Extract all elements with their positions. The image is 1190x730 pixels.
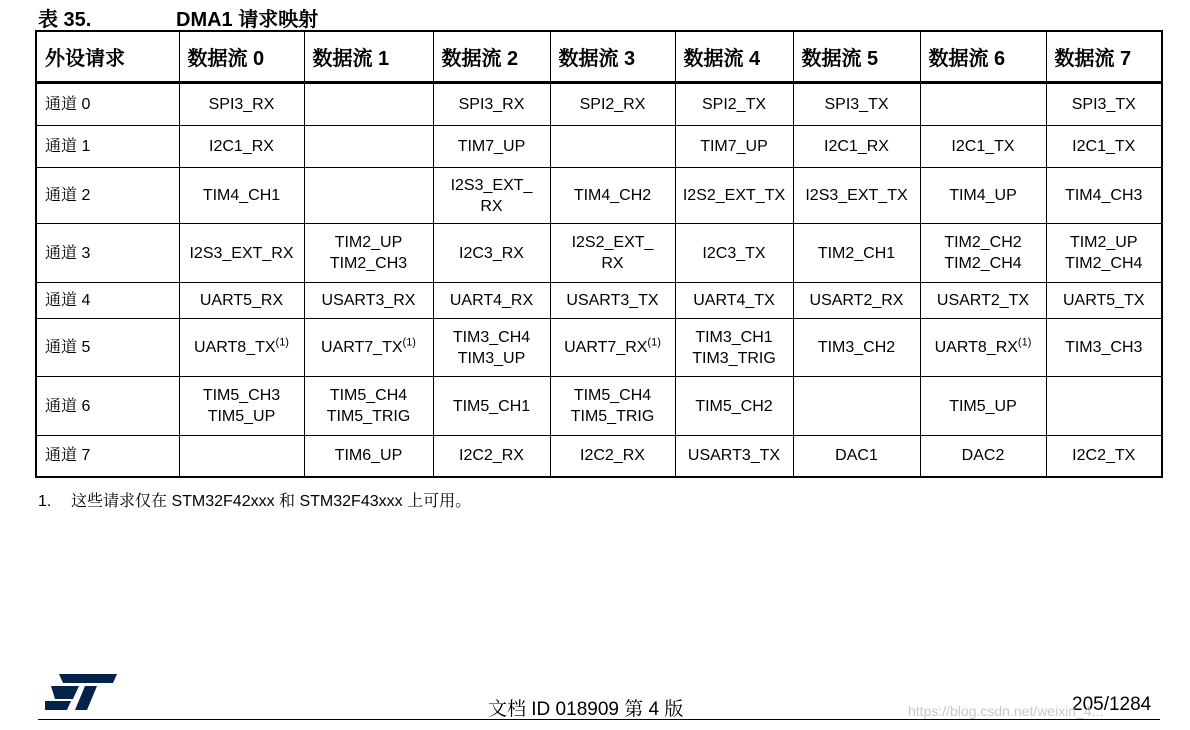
cell-line: I2S3_EXT_TX xyxy=(805,187,908,204)
cell-line: SPI3_TX xyxy=(1071,96,1136,113)
st-logo xyxy=(45,674,117,715)
table-row xyxy=(36,126,1162,168)
channel-label: 通道 1 xyxy=(36,126,179,168)
cell-line: I2S2_EXT_TX xyxy=(682,187,786,204)
cell-line: USART2_RX xyxy=(809,292,904,309)
table-row xyxy=(36,168,1162,224)
channel-label: 通道 3 xyxy=(36,224,179,283)
footnote xyxy=(38,488,471,511)
cell-line: TIM5_CH4 xyxy=(573,387,652,404)
table-cell xyxy=(675,283,793,319)
cell-line: TIM4_CH3 xyxy=(1065,187,1143,204)
footnote-marker: (1) xyxy=(275,336,289,349)
cell-line: RX xyxy=(601,255,624,272)
cell-line: TIM5_CH3 xyxy=(202,387,281,404)
header-stream-6: 数据流 6 xyxy=(920,31,1046,83)
table-cell xyxy=(550,168,675,224)
cell-line: TIM5_CH1 xyxy=(452,397,531,415)
table-cell xyxy=(1046,83,1162,126)
table-cell xyxy=(793,436,920,477)
table-cell xyxy=(675,83,793,126)
table-cell xyxy=(433,283,550,319)
footnote-text: 这些请求仅在 STM32F42xxx 和 STM32F43xxx 上可用。 xyxy=(71,493,472,510)
table-cell xyxy=(675,436,793,477)
table-cell xyxy=(675,319,793,377)
table-row xyxy=(36,283,1162,319)
cell-line: TIM5_CH2 xyxy=(695,397,773,415)
cell-line: TIM7_UP xyxy=(700,138,768,155)
table-cell xyxy=(1046,283,1162,319)
cell-line: TIM7_UP xyxy=(457,138,526,155)
cell-line: TIM6_UP xyxy=(334,447,403,465)
table-cell xyxy=(1046,126,1162,168)
table-cell xyxy=(793,319,920,377)
cell-line: TIM3_TRIG xyxy=(692,349,776,367)
table-cell xyxy=(433,126,550,168)
cell-line: SPI3_RX xyxy=(208,96,275,113)
cell-line: TIM2_CH3 xyxy=(329,255,408,272)
cell-line: I2S3_EXT_ xyxy=(450,176,533,194)
cell-line: I2S2_EXT_ xyxy=(571,234,654,251)
table-cell xyxy=(920,126,1046,168)
cell-line: UART5_TX xyxy=(1062,292,1145,309)
cell-line: UART5_RX xyxy=(199,292,284,309)
table-cell xyxy=(793,283,920,319)
table-cell xyxy=(550,283,675,319)
cell-line: TIM2_UP xyxy=(334,234,403,251)
table-cell xyxy=(920,224,1046,283)
table-cell xyxy=(550,377,675,436)
footnote-marker: (1) xyxy=(647,336,661,349)
channel-label: 通道 7 xyxy=(36,436,179,477)
cell-line: I2C3_RX xyxy=(459,244,524,262)
channel-label: 通道 2 xyxy=(36,168,179,224)
cell-line: TIM2_CH4 xyxy=(944,255,1022,272)
cell-line: I2C1_TX xyxy=(951,138,1015,155)
table-cell xyxy=(920,168,1046,224)
table-header-row xyxy=(36,31,1162,83)
table-cell xyxy=(675,126,793,168)
table-cell xyxy=(793,168,920,224)
cell-line: I2C1_RX xyxy=(824,138,889,155)
table-cell xyxy=(179,126,304,168)
cell-line: UART7_RX xyxy=(564,339,648,356)
cell-line: TIM5_UP xyxy=(949,397,1017,415)
table-cell-empty xyxy=(793,377,920,436)
table-cell-empty xyxy=(304,83,433,126)
cell-line: UART8_TX xyxy=(194,339,276,356)
cell-line: TIM3_CH4 xyxy=(452,328,531,346)
table-cell xyxy=(433,377,550,436)
table-cell xyxy=(433,436,550,477)
table-cell xyxy=(675,168,793,224)
table-cell xyxy=(920,319,1046,377)
table-cell xyxy=(920,283,1046,319)
header-stream-4: 数据流 4 xyxy=(675,31,793,83)
table-cell-empty xyxy=(304,126,433,168)
table-cell xyxy=(550,224,675,283)
header-stream-2: 数据流 2 xyxy=(433,31,550,83)
cell-line: SPI2_TX xyxy=(701,96,767,113)
header-peripheral-request: 外设请求 xyxy=(36,31,179,83)
st-logo-icon xyxy=(45,674,117,710)
table-cell xyxy=(179,283,304,319)
cell-line: TIM2_CH4 xyxy=(1065,255,1143,272)
table-cell xyxy=(1046,436,1162,477)
footnote-marker: (1) xyxy=(1017,336,1032,349)
table-cell xyxy=(920,436,1046,477)
channel-label: 通道 4 xyxy=(36,283,179,319)
footer-rule xyxy=(38,719,1160,720)
document-id: 文档 ID 018909 第 4 版 xyxy=(488,699,684,720)
cell-line: DAC2 xyxy=(961,447,1005,465)
header-stream-7: 数据流 7 xyxy=(1046,31,1162,83)
table-cell xyxy=(304,319,433,377)
cell-line: TIM4_CH1 xyxy=(202,187,281,204)
table-cell-empty xyxy=(179,436,304,477)
cell-line: UART4_RX xyxy=(449,292,534,309)
cell-line: TIM2_CH1 xyxy=(817,244,896,262)
cell-line: TIM3_UP xyxy=(457,349,526,367)
watermark: https://blog.csdn.net/weixin_4... xyxy=(908,703,1104,719)
table-cell xyxy=(793,83,920,126)
table-cell xyxy=(433,224,550,283)
table-cell xyxy=(304,224,433,283)
cell-line: SPI3_TX xyxy=(824,96,889,113)
table-cell xyxy=(1046,168,1162,224)
table-cell xyxy=(179,83,304,126)
table-cell xyxy=(433,168,550,224)
cell-line: SPI3_RX xyxy=(458,96,525,113)
table-cell xyxy=(550,319,675,377)
table-cell xyxy=(793,126,920,168)
cell-line: DAC1 xyxy=(835,447,878,465)
cell-line: TIM5_TRIG xyxy=(570,408,655,425)
cell-line: SPI2_RX xyxy=(579,96,646,113)
table-cell xyxy=(1046,319,1162,377)
table-cell xyxy=(1046,224,1162,283)
cell-line: TIM3_CH3 xyxy=(1065,339,1143,356)
header-stream-3: 数据流 3 xyxy=(550,31,675,83)
channel-label: 通道 5 xyxy=(36,319,179,377)
table-cell xyxy=(179,168,304,224)
cell-line: TIM2_UP xyxy=(1069,234,1138,251)
table-cell xyxy=(920,377,1046,436)
channel-label: 通道 6 xyxy=(36,377,179,436)
cell-line: UART7_TX xyxy=(321,339,403,356)
table-cell-empty xyxy=(304,168,433,224)
table-cell-empty xyxy=(550,126,675,168)
table-cell-empty xyxy=(1046,377,1162,436)
cell-line: UART4_TX xyxy=(693,292,775,309)
footnote-marker: (1) xyxy=(402,336,416,349)
table-cell xyxy=(433,83,550,126)
table-cell xyxy=(304,436,433,477)
page-number: 205/1284 xyxy=(1072,694,1152,715)
footnote-number: 1. xyxy=(38,493,52,510)
channel-label: 通道 0 xyxy=(36,83,179,126)
table-cell xyxy=(179,319,304,377)
cell-line: USART3_TX xyxy=(687,447,781,465)
table-cell xyxy=(675,377,793,436)
table-row xyxy=(36,319,1162,377)
table-title: DMA1 请求映射 xyxy=(176,9,319,31)
cell-line: TIM2_CH2 xyxy=(944,234,1022,251)
table-cell-empty xyxy=(920,83,1046,126)
table-cell xyxy=(433,319,550,377)
table-cell xyxy=(304,377,433,436)
cell-line: TIM3_CH1 xyxy=(695,328,773,346)
cell-line: USART3_TX xyxy=(566,292,659,309)
cell-line: TIM5_TRIG xyxy=(326,408,411,425)
cell-line: TIM5_UP xyxy=(207,408,276,425)
table-cell xyxy=(550,436,675,477)
header-stream-0: 数据流 0 xyxy=(179,31,304,83)
dma1-request-mapping-table xyxy=(35,30,1163,478)
table-cell xyxy=(793,224,920,283)
table-row xyxy=(36,436,1162,477)
table-cell xyxy=(179,377,304,436)
header-stream-5: 数据流 5 xyxy=(793,31,920,83)
table-cell xyxy=(675,224,793,283)
cell-line: I2C3_TX xyxy=(702,244,766,262)
table-cell xyxy=(179,224,304,283)
cell-line: USART3_RX xyxy=(321,292,416,309)
cell-line: UART8_RX xyxy=(934,339,1018,356)
cell-line: TIM3_CH2 xyxy=(817,339,896,356)
table-number: 表 35. xyxy=(38,9,92,31)
table-cell xyxy=(304,283,433,319)
cell-line: USART2_TX xyxy=(936,292,1030,309)
cell-line: TIM4_CH2 xyxy=(573,187,652,204)
cell-line: I2C1_RX xyxy=(209,138,274,155)
cell-line: I2C2_RX xyxy=(580,447,645,465)
table-cell xyxy=(550,83,675,126)
cell-line: TIM5_CH4 xyxy=(329,387,408,404)
cell-line: TIM4_UP xyxy=(949,187,1017,204)
cell-line: I2C1_TX xyxy=(1072,138,1136,155)
table-row xyxy=(36,377,1162,436)
table-row xyxy=(36,224,1162,283)
header-stream-1: 数据流 1 xyxy=(304,31,433,83)
cell-line: I2S3_EXT_RX xyxy=(189,244,294,262)
table-row xyxy=(36,83,1162,126)
cell-line: I2C2_TX xyxy=(1072,447,1136,465)
cell-line: I2C2_RX xyxy=(459,447,524,465)
cell-line: RX xyxy=(480,197,503,215)
